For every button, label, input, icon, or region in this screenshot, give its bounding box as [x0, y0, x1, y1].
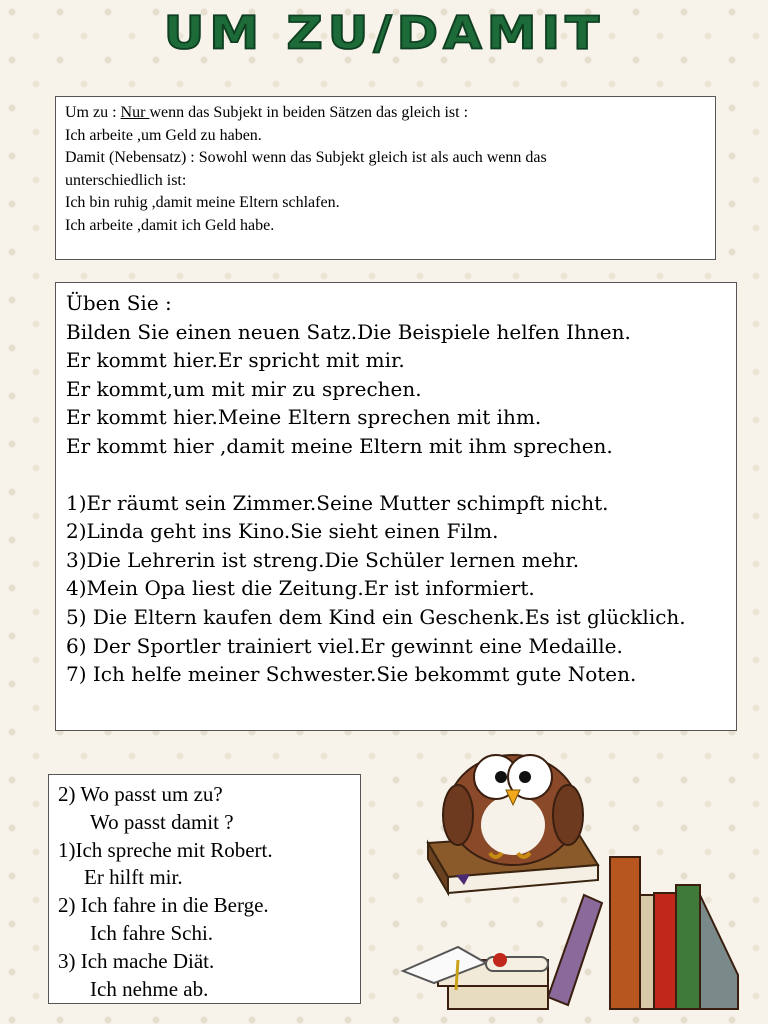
exercise-heading: Üben Sie : — [66, 291, 172, 315]
rules-box — [55, 96, 716, 260]
quiz-item-1b: Er hilft mir. — [84, 865, 183, 890]
quiz-question-1: 2) Wo passt um zu? — [58, 782, 223, 806]
quiz-box — [48, 774, 361, 1004]
exercise-item: 4)Mein Opa liest die Zeitung.Er ist informiert. — [66, 576, 535, 601]
exercise-item: 7) Ich helfe meiner Schwester.Sie bekommt gute Noten. — [66, 662, 637, 687]
owl-books-illustration — [398, 735, 768, 1024]
example-line: Er kommt hier.Meine Eltern sprechen mit ihm. — [66, 405, 542, 430]
exercise-item: 1)Er räumt sein Zimmer.Seine Mutter schimpft nicht. — [66, 490, 609, 515]
rule-line-3: Damit (Nebensatz) : Sowohl wenn das Subjekt gleich ist als auch wenn das — [65, 149, 547, 166]
rule-line-2: Ich arbeite ,um Geld zu haben. — [65, 126, 262, 144]
quiz-question-2: Wo passt damit ? — [90, 809, 234, 834]
exercise-item: 6) Der Sportler trainiert viel.Er gewinnt eine Medaille. — [66, 633, 623, 658]
page-title: UM ZU/DAMIT — [163, 6, 605, 60]
graduation-cap-icon — [403, 947, 548, 1009]
underlined-nur: Nur — [120, 104, 150, 121]
rule-line-1: Um zu : Nur wenn das Subjekt in beiden Sätzen das gleich ist : — [65, 104, 469, 121]
example-line: Er kommt,um mit mir zu sprechen. — [66, 376, 422, 401]
exercise-item: 3)Die Lehrerin ist streng.Die Schüler lernen mehr. — [66, 547, 580, 572]
spacer — [66, 461, 726, 489]
quiz-item-1: 1)Ich spreche mit Robert. — [58, 837, 273, 862]
rule-line-5: Ich bin ruhig ,damit meine Eltern schlafen. — [65, 194, 340, 211]
example-line: Er kommt hier ,damit meine Eltern mit ihm sprechen. — [66, 433, 613, 458]
exercise-box — [55, 282, 737, 731]
exercise-instruction: Bilden Sie einen neuen Satz.Die Beispiele helfen Ihnen. — [66, 319, 631, 344]
rule-line-6: Ich arbeite ,damit ich Geld habe. — [65, 216, 275, 234]
quiz-item-3: 3) Ich mache Diät. — [58, 948, 215, 973]
quiz-item-2b: Ich fahre Schi. — [90, 920, 214, 945]
example-line: Er kommt hier.Er spricht mit mir. — [66, 348, 405, 373]
rule-line-4: unterschiedlich ist: — [65, 171, 187, 189]
exercise-item: 5) Die Eltern kaufen dem Kind ein Geschenk.Es ist glücklich. — [66, 604, 686, 629]
exercise-item: 2)Linda geht ins Kino.Sie sieht einen Film. — [66, 519, 499, 544]
quiz-item-2: 2) Ich fahre in die Berge. — [58, 893, 269, 918]
quiz-item-3b: Ich nehme ab. — [90, 976, 209, 1001]
